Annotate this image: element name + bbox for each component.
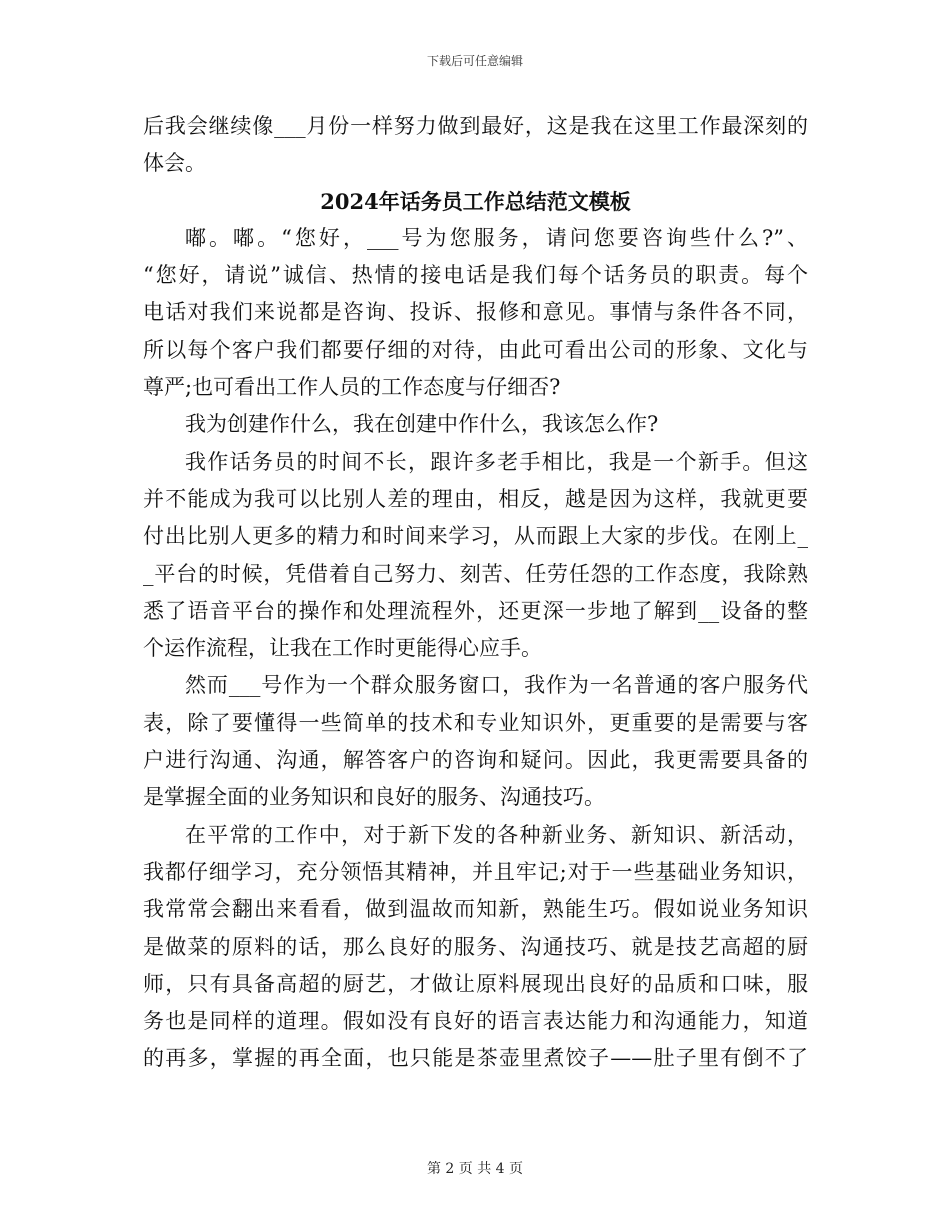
text-line: 付出比别人更多的精力和时间来学习，从而跟上大家的步伐。在刚上_ xyxy=(143,524,808,549)
text-line: 我为创建作什么，我在创建中作什么，我该怎么作? xyxy=(185,412,659,437)
text-line: 务也是同样的道理。假如没有良好的语言表达能力和沟通能力，知道 xyxy=(143,1009,808,1034)
text-line: 然而___号作为一个群众服务窗口，我作为一名普通的客户服务代 xyxy=(185,673,808,698)
text-line: 在平常的工作中，对于新下发的各种新业务、新知识、新活动， xyxy=(185,822,808,847)
text-line: 电话对我们来说都是咨询、投诉、报修和意见。事情与条件各不同， xyxy=(143,300,808,325)
page-header-note: 下载后可任意编辑 xyxy=(426,54,523,68)
text-line: 表，除了要懂得一些简单的技术和专业知识外，更重要的是需要与客 xyxy=(143,710,808,735)
text-line: 所以每个客户我们都要仔细的对待，由此可看出公司的形象、文化与 xyxy=(143,337,808,362)
text-line: 我作话务员的时间不长，跟许多老手相比，我是一个新手。但这 xyxy=(185,449,808,474)
text-line: 并不能成为我可以比别人差的理由，相反，越是因为这样，我就更要 xyxy=(143,486,808,511)
text-line: 尊严;也可看出工作人员的工作态度与仔细否? xyxy=(143,375,561,400)
text-line: 我都仔细学习，充分领悟其精神，并且牢记;对于一些基础业务知识， xyxy=(143,859,808,884)
text-line: 是做菜的原料的话，那么良好的服务、沟通技巧、就是技艺高超的厨 xyxy=(143,934,808,959)
text-line: 的再多，掌握的再全面，也只能是茶壶里煮饺子——肚子里有倒不了 xyxy=(143,1046,808,1071)
text-line: 后我会继续像___月份一样努力做到最好，这是我在这里工作最深刻的 xyxy=(143,114,808,138)
text-line: 个运作流程，让我在工作时更能得心应手。 xyxy=(143,636,542,661)
text-line: 我常常会翻出来看看，做到温故而知新，熟能生巧。假如说业务知识 xyxy=(143,897,808,922)
text-line: 体会。 xyxy=(143,151,206,176)
text-line: 是掌握全面的业务知识和良好的服务、沟通技巧。 xyxy=(143,785,605,810)
text-line: 悉了语音平台的操作和处理流程外，还更深一步地了解到__设备的整 xyxy=(143,598,808,623)
section-title: 2024年话务员工作总结范文模板 xyxy=(320,188,631,214)
text-line: 师，只有具备高超的厨艺，才做让原料展现出良好的品质和口味，服 xyxy=(143,971,808,996)
text-line: 嘟。嘟。“您好，___号为您服务，请问您要咨询些什么?”、 xyxy=(185,225,808,250)
document-body xyxy=(143,108,808,1078)
text-line: _平台的时候，凭借着自己努力、刻苦、任劳任怨的工作态度，我除熟 xyxy=(143,561,808,586)
text-line: 户进行沟通、沟通，解答客户的咨询和疑问。因此，我更需要具备的 xyxy=(143,748,808,773)
text-line: “您好，请说”诚信、热情的接电话是我们每个话务员的职责。每个 xyxy=(143,263,808,288)
page-number-footer: 第 2 页 共 4 页 xyxy=(426,1161,524,1177)
